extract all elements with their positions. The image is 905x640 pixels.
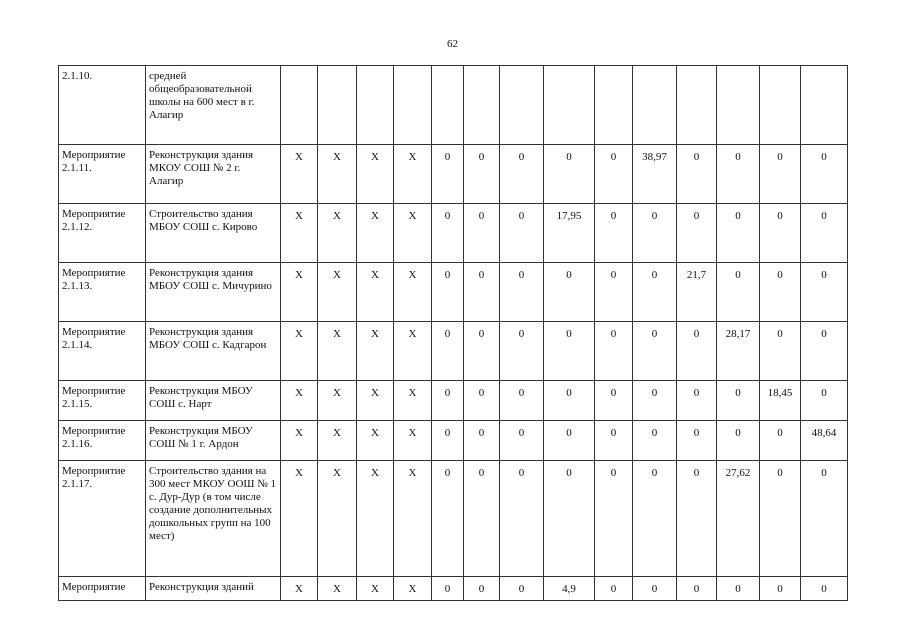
value-cell: Х <box>318 145 357 204</box>
value-cell: Х <box>281 204 318 263</box>
row-id-cell: Мероприятие <box>59 577 146 601</box>
row-name-cell: Реконструкция здания МБОУ СОШ с. Мичурино <box>146 263 281 322</box>
value-cell: 0 <box>717 421 760 461</box>
value-cell: 0 <box>760 421 801 461</box>
value-cell: 18,45 <box>760 381 801 421</box>
value-cell: 0 <box>500 145 544 204</box>
value-cell: Х <box>318 204 357 263</box>
value-cell: 38,97 <box>633 145 677 204</box>
value-cell: 0 <box>595 322 633 381</box>
value-cell: 0 <box>717 145 760 204</box>
value-cell: Х <box>281 461 318 577</box>
value-cell: 0 <box>677 322 717 381</box>
value-cell: 0 <box>500 204 544 263</box>
value-cell: 0 <box>760 322 801 381</box>
value-cell <box>357 66 394 145</box>
value-cell: Х <box>318 421 357 461</box>
row-name-cell: Реконструкция МБОУ СОШ № 1 г. Ардон <box>146 421 281 461</box>
value-cell: 0 <box>633 421 677 461</box>
value-cell: 0 <box>500 421 544 461</box>
value-cell: 0 <box>432 204 464 263</box>
row-name-cell: Строительство здания на 300 мест МКОУ ООШ № 1 с. Дур-Дур (в том числе создание дополнительных дошкольных групп на 100 мест) <box>146 461 281 577</box>
value-cell: 0 <box>464 421 500 461</box>
value-cell: 0 <box>760 263 801 322</box>
row-name-cell: Реконструкция зданий <box>146 577 281 601</box>
table-row <box>59 461 848 577</box>
value-cell: Х <box>394 577 432 601</box>
value-cell: Х <box>281 381 318 421</box>
value-cell: Х <box>318 322 357 381</box>
value-cell: 0 <box>677 145 717 204</box>
value-cell <box>801 66 848 145</box>
row-name-cell: Реконструкция здания МКОУ СОШ № 2 г. Алагир <box>146 145 281 204</box>
value-cell: 27,62 <box>717 461 760 577</box>
value-cell: 17,95 <box>544 204 595 263</box>
row-id-cell: Мероприятие 2.1.12. <box>59 204 146 263</box>
value-cell: 0 <box>500 263 544 322</box>
value-cell: Х <box>318 577 357 601</box>
value-cell: 0 <box>595 461 633 577</box>
value-cell: Х <box>394 263 432 322</box>
value-cell: Х <box>394 322 432 381</box>
value-cell: 0 <box>595 145 633 204</box>
value-cell: Х <box>357 421 394 461</box>
value-cell: 0 <box>801 145 848 204</box>
value-cell: 0 <box>633 204 677 263</box>
value-cell: 0 <box>801 577 848 601</box>
table-row <box>59 381 848 421</box>
value-cell: Х <box>394 204 432 263</box>
value-cell: 0 <box>432 421 464 461</box>
value-cell <box>760 66 801 145</box>
table-row <box>59 66 848 145</box>
value-cell: Х <box>281 263 318 322</box>
value-cell: 0 <box>595 577 633 601</box>
value-cell: Х <box>281 145 318 204</box>
value-cell: 0 <box>801 204 848 263</box>
value-cell: 0 <box>432 461 464 577</box>
value-cell <box>677 66 717 145</box>
value-cell: 0 <box>677 381 717 421</box>
value-cell: 0 <box>801 381 848 421</box>
value-cell: 28,17 <box>717 322 760 381</box>
value-cell: 0 <box>633 263 677 322</box>
row-id-cell: Мероприятие 2.1.15. <box>59 381 146 421</box>
row-id-cell: Мероприятие 2.1.11. <box>59 145 146 204</box>
table-row <box>59 577 848 601</box>
value-cell: Х <box>357 204 394 263</box>
value-cell: Х <box>394 381 432 421</box>
table-row <box>59 145 848 204</box>
value-cell: 0 <box>677 204 717 263</box>
value-cell: 0 <box>801 263 848 322</box>
row-id-cell: Мероприятие 2.1.14. <box>59 322 146 381</box>
row-name-cell: Строительство здания МБОУ СОШ с. Кирово <box>146 204 281 263</box>
value-cell: 0 <box>544 322 595 381</box>
value-cell: Х <box>281 577 318 601</box>
value-cell: 0 <box>677 461 717 577</box>
value-cell: 0 <box>464 204 500 263</box>
value-cell: 0 <box>464 461 500 577</box>
value-cell: 0 <box>633 461 677 577</box>
value-cell <box>633 66 677 145</box>
value-cell: Х <box>318 461 357 577</box>
value-cell <box>717 66 760 145</box>
value-cell: 0 <box>717 204 760 263</box>
value-cell: 0 <box>677 421 717 461</box>
value-cell: 0 <box>760 577 801 601</box>
value-cell: 0 <box>432 145 464 204</box>
value-cell: 0 <box>500 322 544 381</box>
value-cell: 0 <box>464 381 500 421</box>
value-cell: 0 <box>464 577 500 601</box>
value-cell: 0 <box>544 263 595 322</box>
table-row <box>59 421 848 461</box>
value-cell: Х <box>281 322 318 381</box>
value-cell: Х <box>318 381 357 421</box>
value-cell: 0 <box>801 461 848 577</box>
row-id-cell: Мероприятие 2.1.13. <box>59 263 146 322</box>
value-cell: 4,9 <box>544 577 595 601</box>
value-cell: 0 <box>760 145 801 204</box>
value-cell: 0 <box>677 577 717 601</box>
value-cell: 0 <box>464 322 500 381</box>
value-cell: 0 <box>432 322 464 381</box>
value-cell: 0 <box>633 577 677 601</box>
value-cell <box>464 66 500 145</box>
value-cell <box>432 66 464 145</box>
value-cell: 0 <box>544 421 595 461</box>
value-cell: 0 <box>432 381 464 421</box>
value-cell: Х <box>357 322 394 381</box>
value-cell: Х <box>394 461 432 577</box>
value-cell: 0 <box>432 263 464 322</box>
value-cell: 0 <box>717 263 760 322</box>
value-cell: 0 <box>595 263 633 322</box>
value-cell: 0 <box>717 577 760 601</box>
value-cell: 0 <box>595 421 633 461</box>
value-cell: Х <box>318 263 357 322</box>
value-cell: 0 <box>633 322 677 381</box>
value-cell <box>500 66 544 145</box>
value-cell: 0 <box>633 381 677 421</box>
value-cell: 0 <box>500 381 544 421</box>
budget-table <box>58 65 848 601</box>
value-cell: 0 <box>760 204 801 263</box>
row-id-cell: Мероприятие 2.1.16. <box>59 421 146 461</box>
value-cell: 0 <box>760 461 801 577</box>
value-cell: Х <box>281 421 318 461</box>
value-cell <box>318 66 357 145</box>
value-cell: 0 <box>500 461 544 577</box>
value-cell: 48,64 <box>801 421 848 461</box>
row-id-cell: 2.1.10. <box>59 66 146 145</box>
value-cell: Х <box>357 381 394 421</box>
value-cell: 0 <box>717 381 760 421</box>
value-cell: 0 <box>544 145 595 204</box>
table-row <box>59 263 848 322</box>
value-cell: 0 <box>595 204 633 263</box>
value-cell: Х <box>357 263 394 322</box>
value-cell: 0 <box>500 577 544 601</box>
value-cell: Х <box>357 461 394 577</box>
value-cell: 0 <box>544 461 595 577</box>
value-cell: Х <box>394 421 432 461</box>
row-name-cell: Реконструкция здания МБОУ СОШ с. Кадгарон <box>146 322 281 381</box>
value-cell <box>544 66 595 145</box>
row-name-cell: средней общеобразовательной школы на 600 мест в г. Алагир <box>146 66 281 145</box>
value-cell: 0 <box>464 263 500 322</box>
value-cell: 0 <box>595 381 633 421</box>
page-number: 62 <box>447 38 458 50</box>
value-cell: Х <box>394 145 432 204</box>
value-cell <box>595 66 633 145</box>
table-row <box>59 322 848 381</box>
value-cell <box>394 66 432 145</box>
value-cell: 21,7 <box>677 263 717 322</box>
value-cell: 0 <box>432 577 464 601</box>
row-id-cell: Мероприятие 2.1.17. <box>59 461 146 577</box>
value-cell <box>281 66 318 145</box>
value-cell: 0 <box>544 381 595 421</box>
value-cell: Х <box>357 577 394 601</box>
value-cell: 0 <box>801 322 848 381</box>
table-row <box>59 204 848 263</box>
value-cell: 0 <box>464 145 500 204</box>
row-name-cell: Реконструкция МБОУ СОШ с. Нарт <box>146 381 281 421</box>
value-cell: Х <box>357 145 394 204</box>
